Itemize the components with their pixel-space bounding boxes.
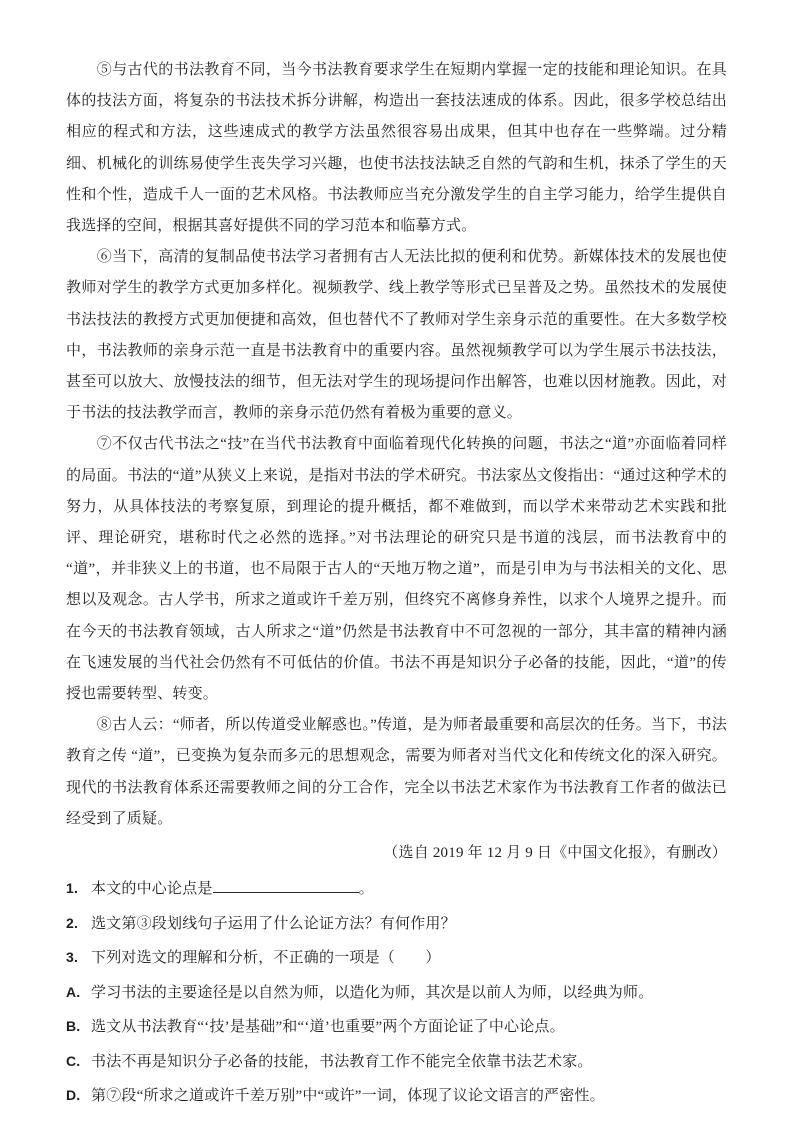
article-body xyxy=(66,55,727,835)
answer-blank-line xyxy=(213,879,359,893)
question-3 xyxy=(66,941,727,976)
question-1 xyxy=(66,872,727,907)
question-2 xyxy=(66,907,727,942)
questions-section xyxy=(66,872,727,1114)
option-d-text: 第⑦段“所求之道或许千差万别”中“或许”一词，体现了议论文语言的严密性。 xyxy=(91,1088,605,1105)
question-3-text: 下列对选文的理解和分析，不正确的一项是（ ） xyxy=(91,950,441,967)
option-c-text: 书法不再是知识分子必备的技能，书法教育工作不能完全依靠书法艺术家。 xyxy=(91,1053,593,1070)
option-d xyxy=(66,1079,727,1114)
option-b-text: 选文从书法教育“‘技’是基础”和“‘道’也重要”两个方面论证了中心论点。 xyxy=(91,1019,565,1036)
option-d-letter: D. xyxy=(66,1087,81,1104)
article-paragraph-8: ⑧古人云：“师者，所以传道受业解惑也。”传道，是为师者最重要和高层次的任务。当下，书法教育之传 “道”，已变换为复杂而多元的思想观念，需要为师者对当代文化和传统文化的深入研究。现代的书法教育体系还需要教师之间的分工合作，完全以书法艺术家作为书法教育工作者的做法已经受到了质疑。 xyxy=(66,717,727,827)
option-c-letter: C. xyxy=(66,1052,81,1069)
option-b-letter: B. xyxy=(66,1018,81,1035)
article-paragraph-5: ⑤与古代的书法教育不同，当今书法教育要求学生在短期内掌握一定的技能和理论知识。在具体的技法方面，将复杂的书法技术拆分讲解，构造出一套技法速成的体系。因此，很多学校总结出相应的程式和方法，这些速成式的教学方法虽然很容易出成果，但其中也存在一些弊端。过分精细、机械化的训练易使学生丧失学习兴趣，也使书法技法缺乏自然的气韵和生机，抹杀了学生的天性和个性，造成千人一面的艺术风格。书法教师应当充分激发学生的自主学习能力，给学生提供自我选择的空间，根据其喜好提供不同的学习范本和临摹方式。 xyxy=(66,62,727,235)
question-2-number: 2. xyxy=(66,914,79,931)
question-3-number: 3. xyxy=(66,949,79,966)
question-1-number: 1. xyxy=(66,880,79,897)
option-b xyxy=(66,1010,727,1045)
article-paragraph-6: ⑥当下，高清的复制品使书法学习者拥有古人无法比拟的便利和优势。新媒体技术的发展也使教师对学生的教学方式更加多样化。视频教学、线上教学等形式已呈普及之势。虽然技术的发展使书法技法的教授方式更加便捷和高效，但也替代不了教师对学生亲身示范的重要性。在大多数学校中，书法教师的亲身示范一直是书法教育中的重要内容。虽然视频教学可以为学生展示书法技法，甚至可以放大、放慢技法的细节，但无法对学生的现场提问作出解答，也难以因材施教。因此，对于书法的技法教学而言，教师的亲身示范仍然有着极为重要的意义。 xyxy=(66,249,727,422)
article-paragraph-7: ⑦不仅古代书法之“技”在当代书法教育中面临着现代化转换的问题，书法之“道”亦面临着同样的局面。书法的“道”从狭义上来说，是指对书法的学术研究。书法家丛文俊指出：“通过这种学术的努力，从具体技法的考察复原，到理论的提升概括，都不难做到，而以学术来带动艺术实践和批评、理论研究，堪称时代之必然的选择。”对书法理论的研究只是书道的浅层，而书法教育中的“道”，并非狭义上的书道，也不局限于古人的“天地万物之道”，而是引申为与书法相关的文化、思想以及观念。古人学书，所求之道或许千差万别，但终究不离修身养性，以求个人境界之提升。而在今天的书法教育领域，古人所求之“道”仍然是书法教育中不可忽视的一部分，其丰富的精神内涵在飞速发展的当代社会仍然有不可低估的价值。书法不再是知识分子必备的技能，因此，“道”的传授也需要转型、转变。 xyxy=(66,436,727,703)
question-2-text: 选文第③段划线句子运用了什么论证方法？有何作用？ xyxy=(91,915,456,932)
source-citation: （选自 2019 年 12 月 9 日《中国文化报》，有删改） xyxy=(383,845,727,862)
option-a-letter: A. xyxy=(66,983,81,1000)
option-a-text: 学习书法的主要途径是以自然为师，以造化为师，其次是以前人为师，以经典为师。 xyxy=(91,984,654,1001)
option-a xyxy=(66,976,727,1011)
question-1-text: 本文的中心论点是 xyxy=(91,881,213,898)
option-c xyxy=(66,1045,727,1080)
question-1-suffix: 。 xyxy=(358,881,374,898)
